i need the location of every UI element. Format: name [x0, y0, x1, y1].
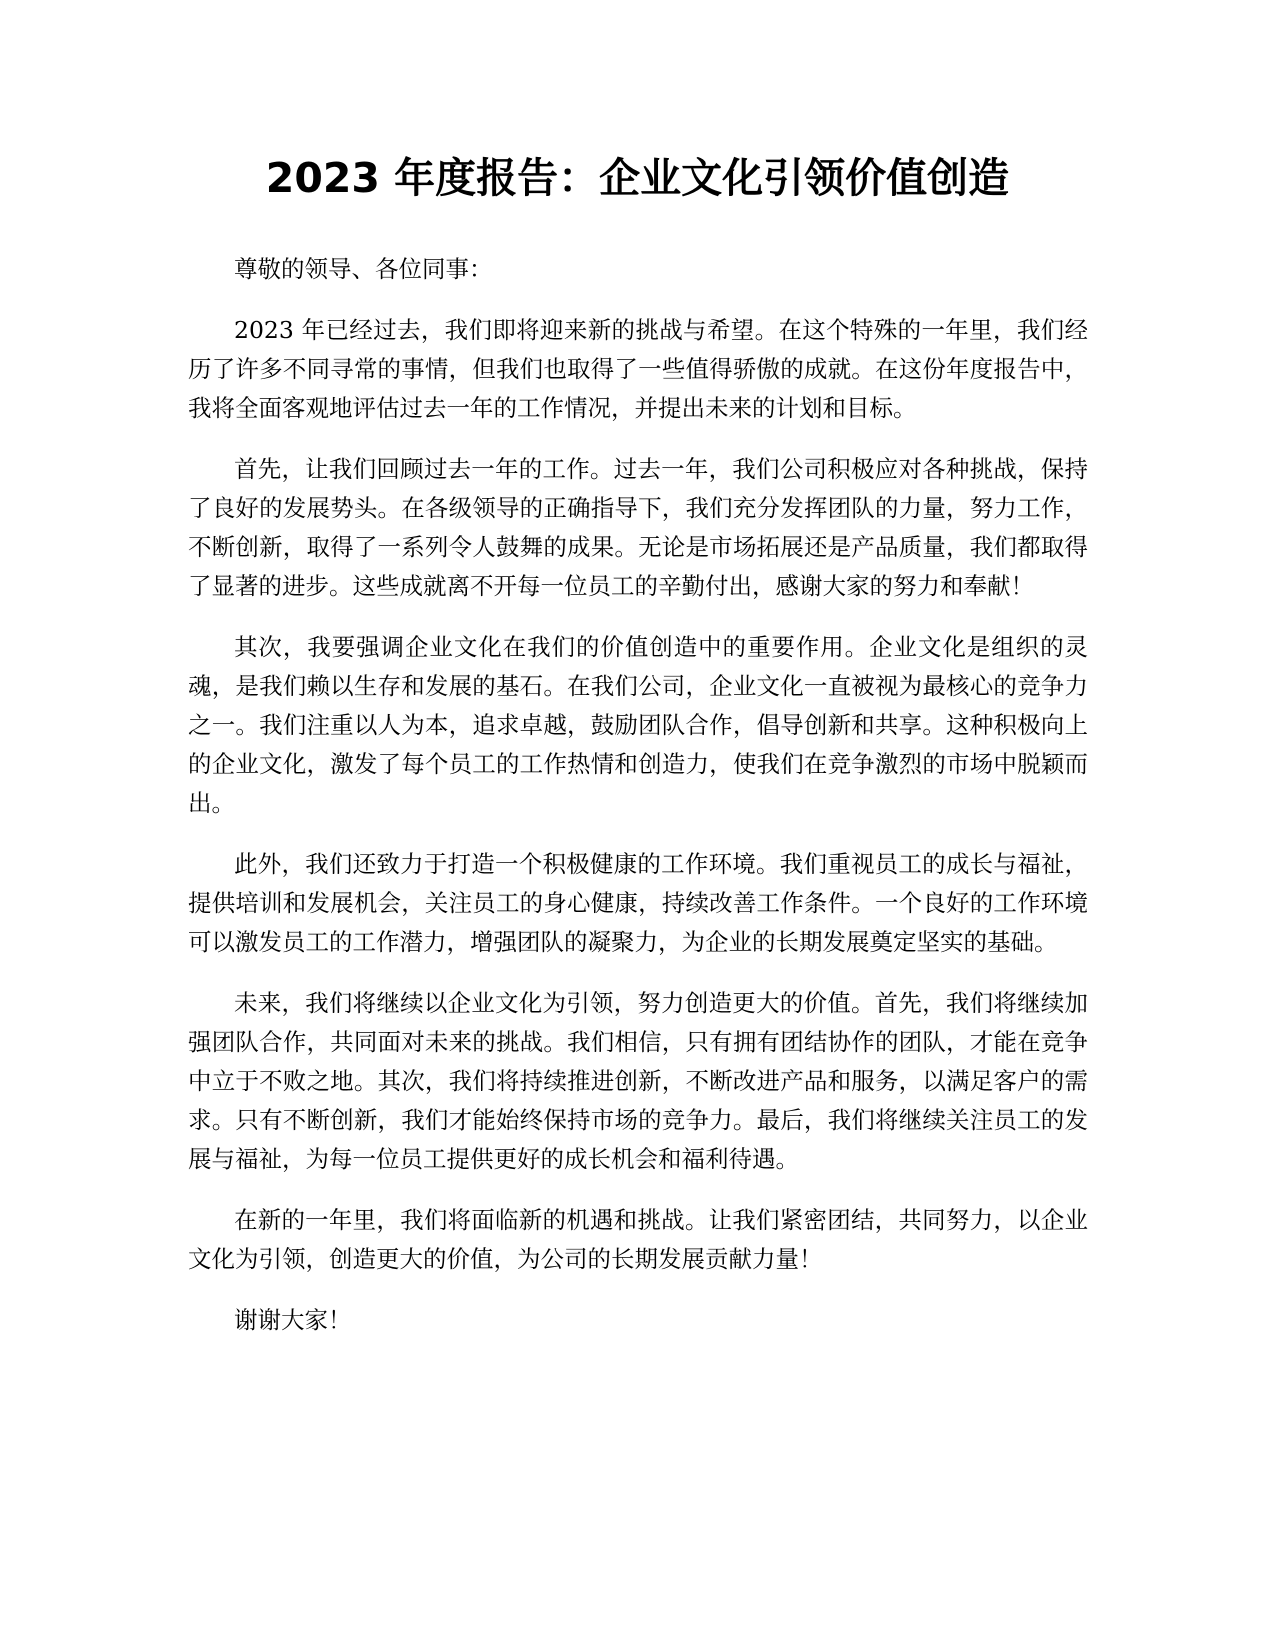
document-title: 2023 年度报告：企业文化引领价值创造: [265, 154, 1010, 202]
paragraph-culture: 其次，我要强调企业文化在我们的价值创造中的重要作用。企业文化是组织的灵魂，是我们赖以生存和发展的基石。在我们公司，企业文化一直被视为最核心的竞争力之一。我们注重以人为本，追求卓越，鼓励团队合作，倡导创新和共享。这种积极向上的企业文化，激发了每个员工的工作热情和创造力，使我们在竞争激烈的市场中脱颖而出。: [188, 633, 1088, 817]
paragraph-review: 首先，让我们回顾过去一年的工作。过去一年，我们公司积极应对各种挑战，保持了良好的发展势头。在各级领导的正确指导下，我们充分发挥团队的力量，努力工作，不断创新，取得了一系列令人鼓舞的成果。无论是市场拓展还是产品质量，我们都取得了显著的进步。这些成就离不开每一位员工的辛勤付出，感谢大家的努力和奉献！: [188, 455, 1088, 600]
paragraph-environment: 此外，我们还致力于打造一个积极健康的工作环境。我们重视员工的成长与福祉，提供培训和发展机会，关注员工的身心健康，持续改善工作条件。一个良好的工作环境可以激发员工的工作潜力，增强团队的凝聚力，为企业的长期发展奠定坚实的基础。: [188, 850, 1088, 956]
paragraph-new-year: 在新的一年里，我们将面临新的机遇和挑战。让我们紧密团结，共同努力，以企业文化为引领，创造更大的价值，为公司的长期发展贡献力量！: [188, 1206, 1088, 1273]
paragraph-intro: 2023 年已经过去，我们即将迎来新的挑战与希望。在这个特殊的一年里，我们经历了许多不同寻常的事情，但我们也取得了一些值得骄傲的成就。在这份年度报告中，我将全面客观地评估过去一年的工作情况，并提出未来的计划和目标。: [188, 316, 1088, 422]
closing-thanks: 谢谢大家！: [234, 1306, 352, 1334]
salutation: 尊敬的领导、各位同事：: [234, 255, 493, 283]
paragraph-future: 未来，我们将继续以企业文化为引领，努力创造更大的价值。首先，我们将继续加强团队合作，共同面对未来的挑战。我们相信，只有拥有团结协作的团队，才能在竞争中立于不败之地。其次，我们将持续推进创新，不断改进产品和服务，以满足客户的需求。只有不断创新，我们才能始终保持市场的竞争力。最后，我们将继续关注员工的发展与福祉，为每一位员工提供更好的成长机会和福利待遇。: [188, 989, 1088, 1173]
document-body: [188, 250, 1088, 1362]
